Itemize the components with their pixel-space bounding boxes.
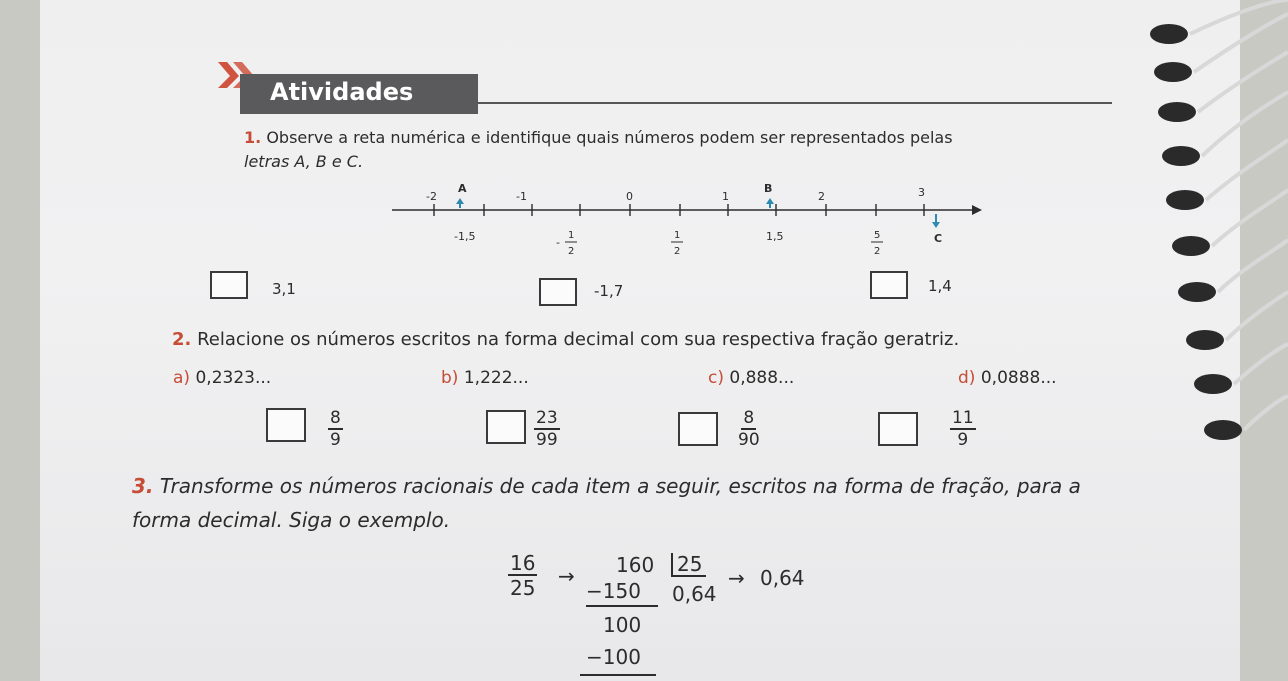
nl-label-2: 2 xyxy=(818,190,825,203)
example-result: 0,64 xyxy=(760,566,805,590)
nl-label-half-den: 2 xyxy=(674,246,681,257)
nl-label-5-2-num: 5 xyxy=(874,230,881,241)
q2-text xyxy=(172,329,1132,350)
q2-item-d-letter: d) xyxy=(958,368,976,388)
nl-label-3: 3 xyxy=(918,186,925,199)
q2-item-c-letter: c) xyxy=(708,368,724,388)
marker-b-icon xyxy=(766,198,774,204)
q2-fraction-1 xyxy=(328,410,343,449)
q2-fraction-1-num: 8 xyxy=(330,408,341,428)
nl-label-c: C xyxy=(934,232,943,245)
example-dividend: 160 xyxy=(616,553,655,577)
q2-fraction-2-den: 99 xyxy=(536,430,558,450)
example-line-2 xyxy=(580,674,656,676)
marker-c-icon xyxy=(932,222,940,228)
q1-text-line2: letras A, B e C. xyxy=(244,152,364,171)
spiral-binding xyxy=(1150,0,1288,681)
q1-option-2-checkbox[interactable] xyxy=(539,278,577,306)
q2-item-c xyxy=(708,368,794,388)
nl-label-b: B xyxy=(764,182,773,195)
nl-label-a: A xyxy=(458,182,467,195)
example-quotient: 0,64 xyxy=(672,582,717,606)
example-remainder: 100 xyxy=(603,613,642,637)
q2-item-d-value: 0,0888... xyxy=(980,368,1057,388)
q2-item-c-value: 0,888... xyxy=(729,368,795,388)
q2-item-b xyxy=(441,368,529,388)
q2-fraction-3-num: 8 xyxy=(743,408,755,428)
number-line xyxy=(388,176,984,266)
q3-text-line1 xyxy=(132,474,1232,498)
nl-label-minus1-5: -1,5 xyxy=(454,230,476,243)
q1-option-3-label: 1,4 xyxy=(928,277,952,295)
q2-item-a-letter: a) xyxy=(173,368,191,388)
example-line-1 xyxy=(586,605,658,607)
nl-label-half-num: 1 xyxy=(674,230,681,241)
q2-item-a-value: 0,2323... xyxy=(195,368,272,388)
q2-number: 2. xyxy=(172,329,192,350)
q2-fraction-2-num: 23 xyxy=(536,408,558,428)
example-fraction-num: 16 xyxy=(510,551,536,575)
nl-label-0: 0 xyxy=(626,190,633,203)
example-subtract-2: −100 xyxy=(586,645,641,669)
q1-option-1-label: 3,1 xyxy=(272,280,296,298)
q2-fraction-1-den: 9 xyxy=(330,430,341,450)
q1-text-line1 xyxy=(244,128,1144,147)
nl-label-5-2-den: 2 xyxy=(874,246,881,257)
q2-item-b-value: 1,222... xyxy=(463,368,529,388)
spiral-wire-icon xyxy=(1180,0,1288,681)
q2-item-d xyxy=(958,368,1057,388)
q2-fraction-4 xyxy=(950,410,976,449)
q2-fraction-4-den: 9 xyxy=(957,430,969,450)
q3-text-line2: forma decimal. Siga o exemplo. xyxy=(132,508,451,532)
q3-prompt: Transforme os números racionais de cada item a seguir, escritos na forma de fração, para a xyxy=(159,474,1081,498)
q2-prompt: Relacione os números escritos na forma decimal com sua respectiva fração geratriz. xyxy=(197,329,960,350)
q2-item-b-letter: b) xyxy=(441,368,459,388)
example-fraction-den: 25 xyxy=(510,576,536,600)
section-title: Atividades xyxy=(270,78,414,106)
q2-match-4-checkbox[interactable] xyxy=(878,412,918,446)
q2-match-2-checkbox[interactable] xyxy=(486,410,526,444)
header-rule xyxy=(478,102,1112,104)
q1-option-1-checkbox[interactable] xyxy=(210,271,248,299)
nl-label-half-neg-den: 2 xyxy=(568,246,575,257)
nl-label-half-neg-num: 1 xyxy=(568,230,575,241)
q2-match-1-checkbox[interactable] xyxy=(266,408,306,442)
nl-label-minus2: -2 xyxy=(426,190,437,203)
q1-number: 1. xyxy=(244,128,262,147)
nl-label-minus1: -1 xyxy=(516,190,527,203)
q2-fraction-2 xyxy=(534,410,560,449)
example-arrow-1-icon: → xyxy=(558,564,575,588)
q1-prompt: Observe a reta numérica e identifique quais números podem ser representados pelas xyxy=(266,128,953,147)
marker-a-icon xyxy=(456,198,464,204)
q2-fraction-4-num: 11 xyxy=(952,408,974,428)
q2-item-a xyxy=(173,368,271,388)
example-subtract-1: −150 xyxy=(586,579,641,603)
q3-number: 3. xyxy=(132,474,154,498)
example-fraction xyxy=(508,553,537,598)
nl-label-1-5: 1,5 xyxy=(766,230,784,243)
q2-fraction-3-den: 90 xyxy=(738,430,760,450)
q1-option-2-label: -1,7 xyxy=(594,282,624,300)
nl-label-1: 1 xyxy=(722,190,729,203)
example-divisor: 25 xyxy=(671,553,706,577)
example-arrow-2-icon: → xyxy=(728,566,745,590)
q2-fraction-3 xyxy=(738,410,760,449)
nl-label-minus-sign: - xyxy=(556,236,560,249)
q2-match-3-checkbox[interactable] xyxy=(678,412,718,446)
q1-option-3-checkbox[interactable] xyxy=(870,271,908,299)
